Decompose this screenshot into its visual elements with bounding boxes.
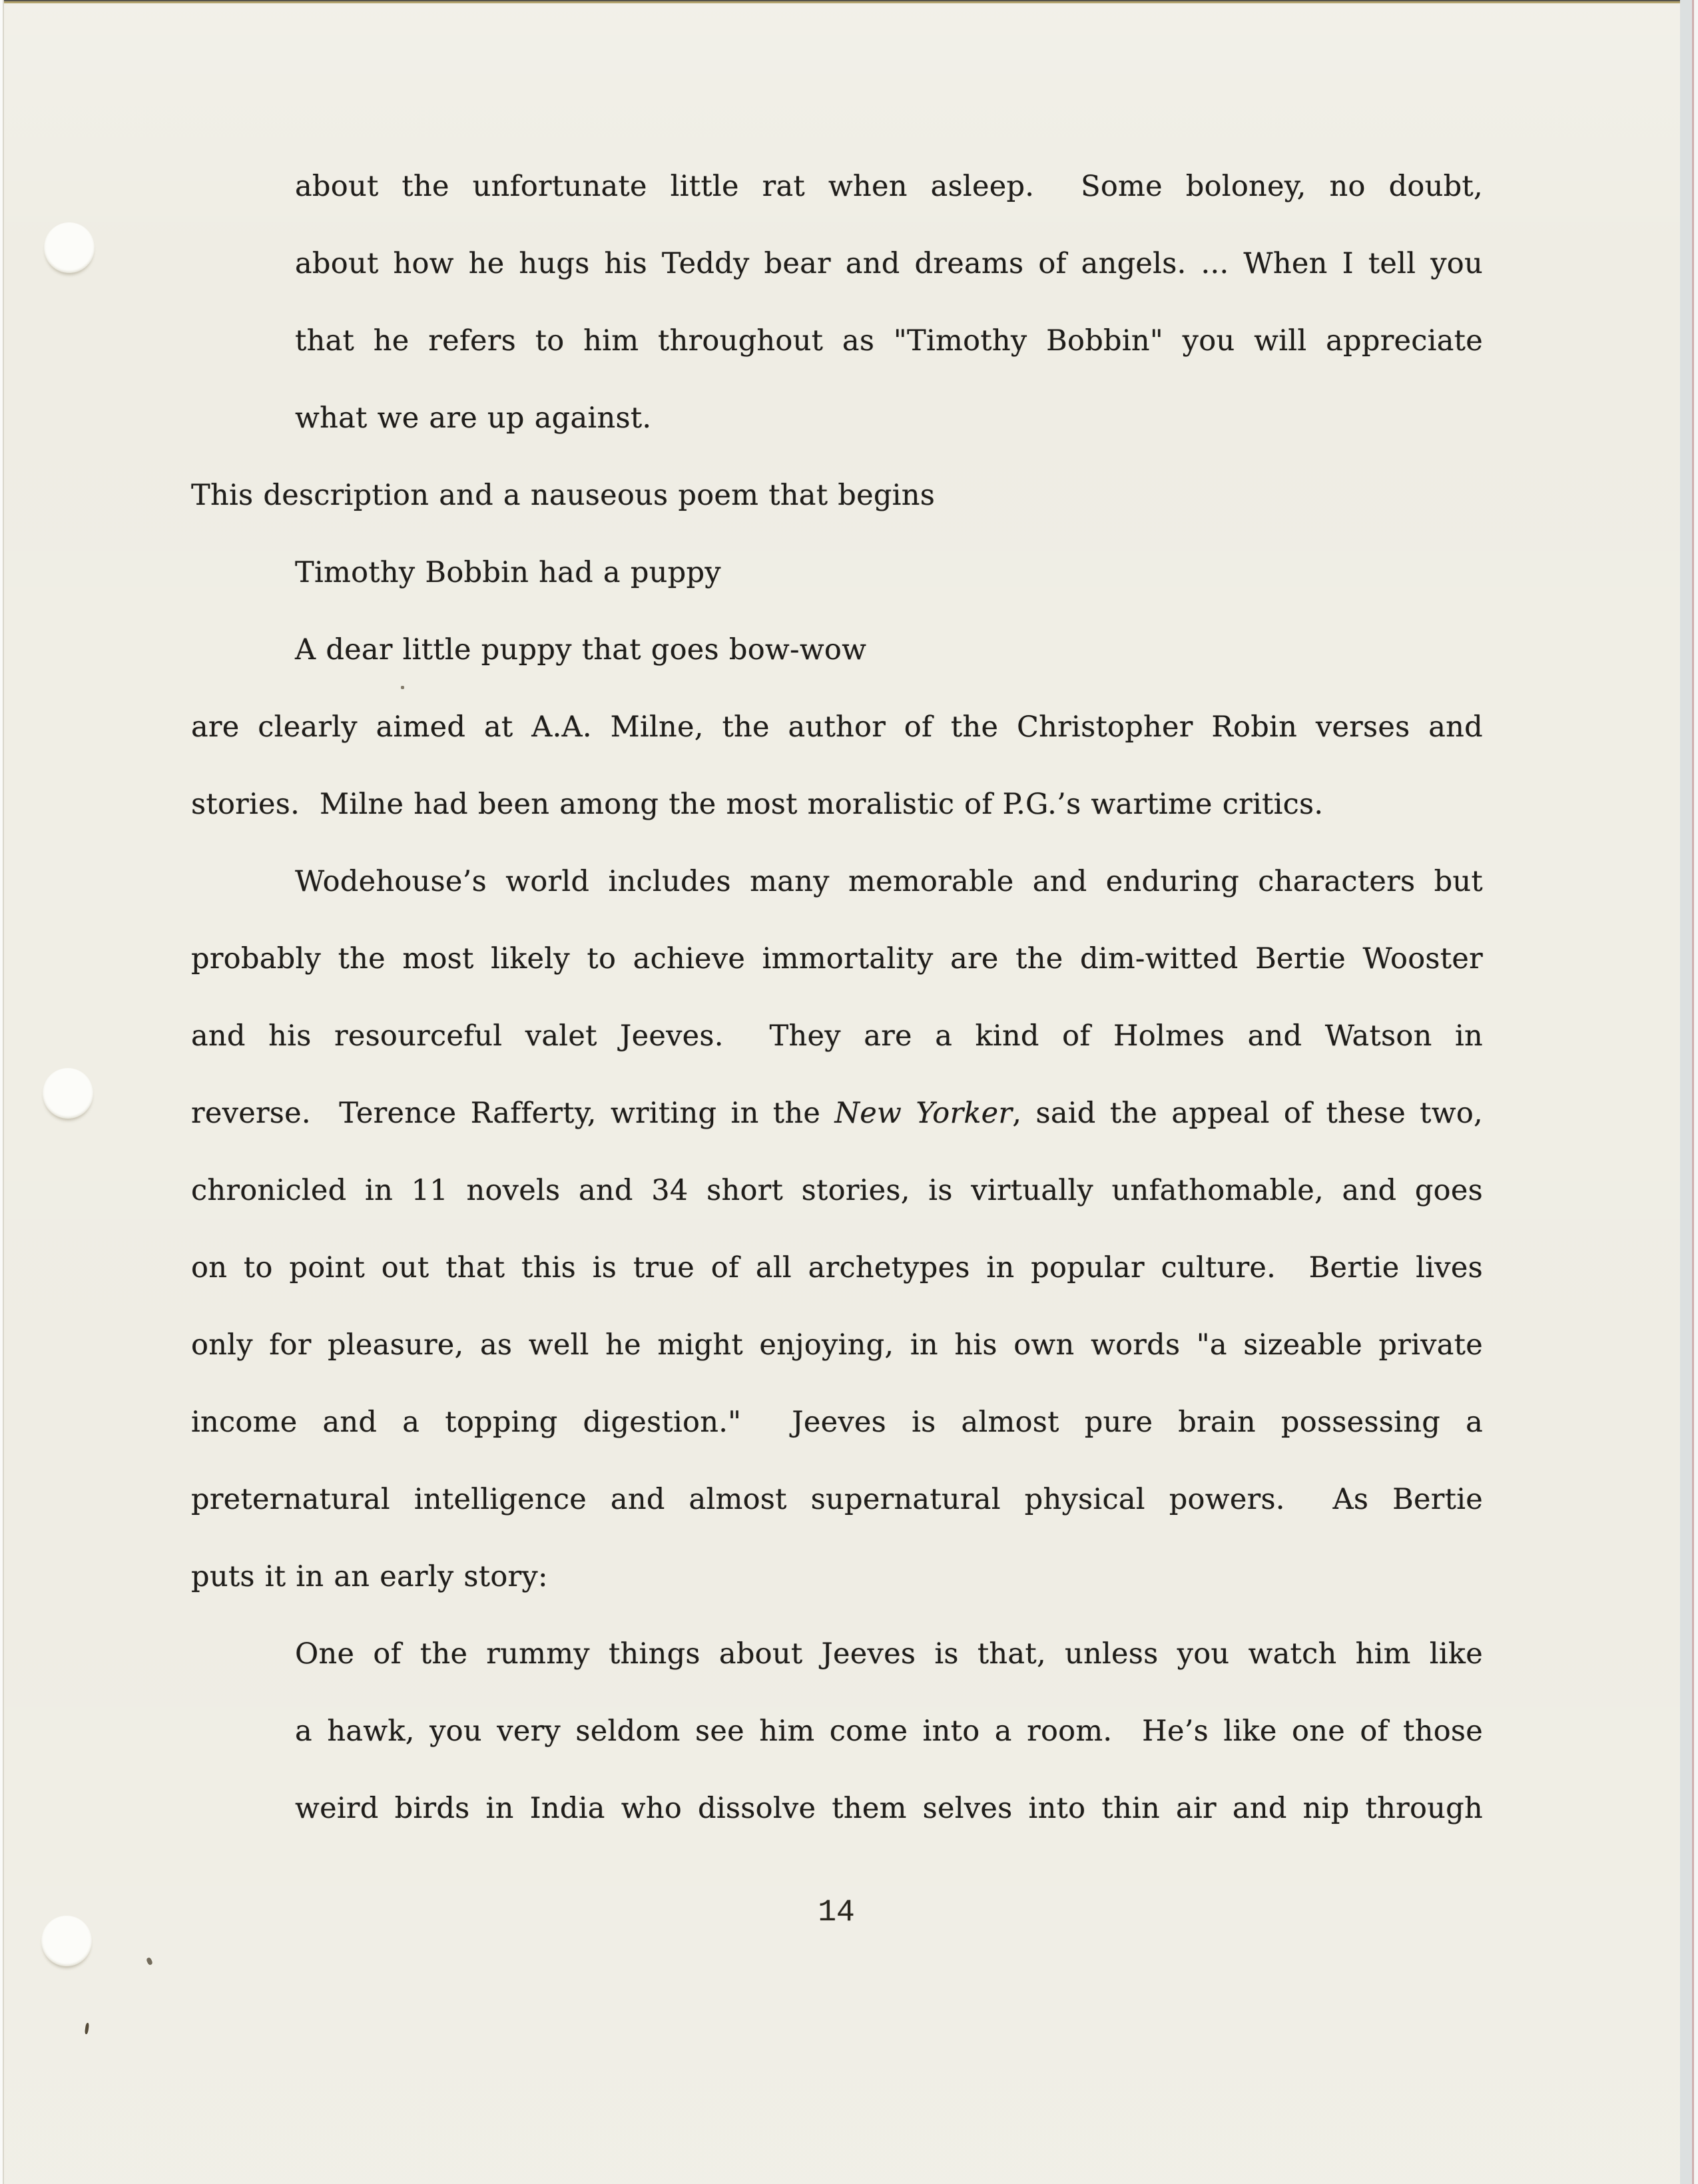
- text-line: preternatural intelligence and almost supernatural physical powers. As Bertie: [191, 1483, 1483, 1516]
- text-line: Wodehouse’s world includes many memorable and enduring characters but: [295, 865, 1483, 898]
- text-line: on to point out that this is true of all archetypes in popular culture. Bertie lives: [191, 1251, 1483, 1284]
- text-line: puts it in an early story:: [191, 1560, 548, 1593]
- hole-punch-middle: [43, 1068, 93, 1119]
- scan-top-rule: [0, 1, 1685, 3]
- text-line: only for pleasure, as well he might enjoying, in his own words "a sizeable private: [191, 1328, 1483, 1362]
- hole-punch-bottom: [41, 1916, 92, 1966]
- text-line: One of the rummy things about Jeeves is that, unless you watch him like: [295, 1637, 1483, 1671]
- hole-punch-top: [44, 222, 95, 273]
- text-line: weird birds in India who dissolve them selves into thin air and nip through: [295, 1792, 1483, 1825]
- scan-speck: [85, 2023, 89, 2035]
- scan-left-edge: [0, 0, 5, 2184]
- text-line: This description and a nauseous poem that begins: [191, 479, 936, 512]
- text-line: probably the most likely to achieve immortality are the dim-witted Bertie Wooster: [191, 942, 1483, 975]
- text-line-pre: reverse. Terence Rafferty, writing in the: [191, 1097, 835, 1130]
- text-line: that he refers to him throughout as "Timothy Bobbin" you will appreciate: [295, 324, 1483, 358]
- text-line: Timothy Bobbin had a puppy: [295, 556, 721, 589]
- text-line: about how he hugs his Teddy bear and dreams of angels. ... When I tell you: [295, 247, 1483, 280]
- scan-right-edge: [1680, 0, 1698, 2184]
- text-line: about the unfortunate little rat when asleep. Some boloney, no doubt,: [295, 170, 1483, 203]
- text-line-post: , said the appeal of these two,: [1012, 1097, 1483, 1130]
- text-line: chronicled in 11 novels and 34 short stories, is virtually unfathomable, and goes: [191, 1174, 1483, 1207]
- scan-speck: [146, 1957, 153, 1966]
- text-line: [191, 1096, 1483, 1131]
- scan-speck: [401, 686, 404, 689]
- text-line: what we are up against.: [295, 402, 652, 435]
- text-line: a hawk, you very seldom see him come into a room. He’s like one of those: [295, 1715, 1483, 1748]
- text-line-italic: New Yorker: [834, 1097, 1013, 1130]
- page-number: 14: [818, 1895, 855, 1930]
- text-line: and his resourceful valet Jeeves. They are a kind of Holmes and Watson in: [191, 1019, 1483, 1053]
- text-line: A dear little puppy that goes bow-wow: [295, 633, 867, 667]
- text-line: are clearly aimed at A.A. Milne, the author of the Christopher Robin verses and: [191, 710, 1483, 744]
- text-line: income and a topping digestion." Jeeves is almost pure brain possessing a: [191, 1406, 1483, 1439]
- text-line: stories. Milne had been among the most moralistic of P.G.’s wartime critics.: [191, 788, 1324, 821]
